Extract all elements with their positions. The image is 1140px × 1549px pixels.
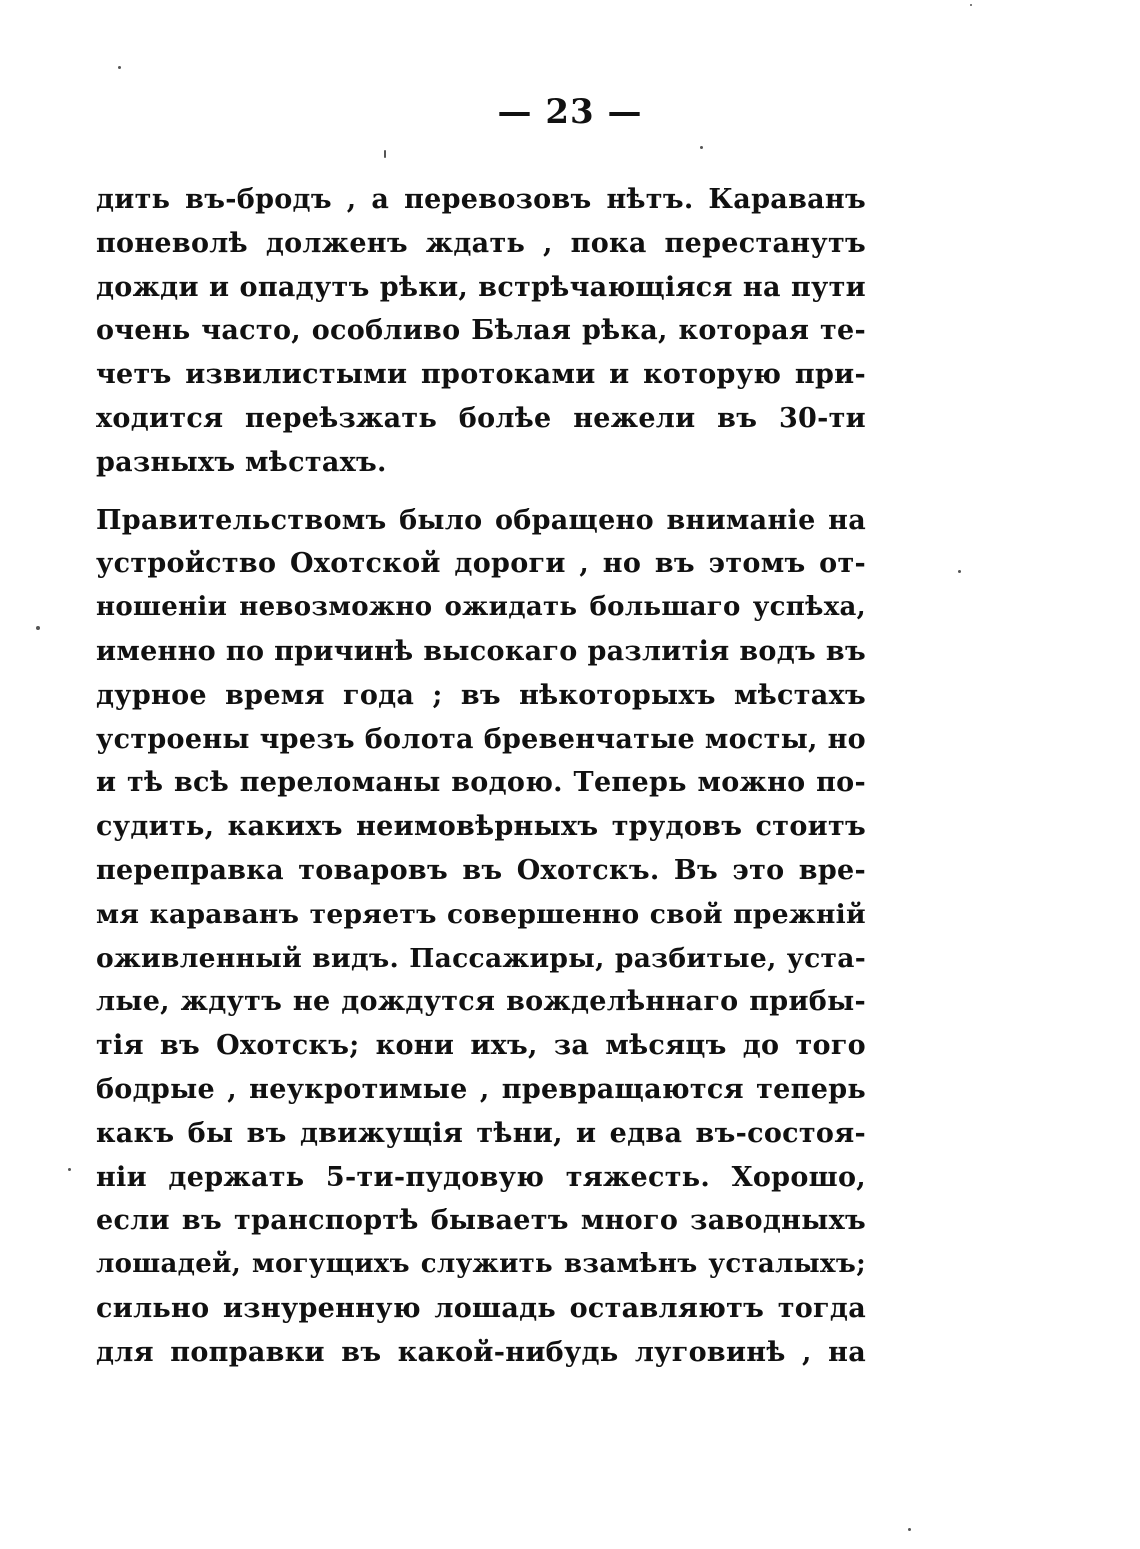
text-line: и тѣ всѣ переломаны водою. Теперь можно по- <box>96 767 866 799</box>
scan-speck <box>384 150 386 158</box>
text-line: устройство Охотской дороги , но въ этомъ от- <box>96 548 866 580</box>
scan-speck <box>970 4 972 6</box>
text-line: устроены чрезъ болота бревенчатые мосты, но <box>96 723 866 755</box>
text-line: четъ извилистыми протоками и которую при- <box>96 359 866 391</box>
text-line: судить, какихъ неимовѣрныхъ трудовъ стоитъ <box>96 811 866 843</box>
text-line: бодрые , неукротимые , превращаются теперь <box>96 1073 866 1105</box>
text-line: переправка товаровъ въ Охотскъ. Въ это вре- <box>96 854 866 886</box>
text-line: дить въ-бродъ , а перевозовъ нѣтъ. Караванъ <box>96 184 866 215</box>
text-line: разныхъ мѣстахъ. <box>96 446 387 478</box>
text-line: очень часто, особливо Бѣлая рѣка, которая те- <box>96 315 866 347</box>
text-line: поневолѣ долженъ ждать , пока перестанутъ <box>96 227 866 259</box>
text-line: оживленный видъ. Пассажиры, разбитые, уста- <box>96 942 866 974</box>
page-number: — 23 — <box>497 92 643 132</box>
text-line: дожди и опадутъ рѣки, встрѣчающіяся на пути <box>96 271 866 303</box>
text-line: именно по причинѣ высокаго разлитія водъ въ <box>96 635 866 667</box>
paragraph-1 <box>96 178 866 485</box>
scan-speck <box>700 146 703 149</box>
text-line: мя караванъ теряетъ совершенно свой прежній <box>96 898 866 930</box>
paragraph-gap <box>96 485 866 499</box>
text-line: какъ бы въ движущія тѣни, и едва въ-состоя- <box>96 1117 866 1149</box>
text-line: лошадей, могущихъ служить взамѣнъ усталыхъ; <box>96 1249 866 1280</box>
text-line: для поправки въ какой-нибудь луговинѣ , на <box>96 1336 866 1368</box>
scan-speck <box>958 570 961 573</box>
text-line: если въ транспортѣ бываетъ много заводныхъ <box>96 1205 866 1237</box>
scan-speck <box>68 1168 71 1171</box>
body-text <box>96 178 866 1375</box>
scan-speck <box>118 66 121 69</box>
text-line: тія въ Охотскъ; кони ихъ, за мѣсяцъ до того <box>96 1030 866 1062</box>
text-line: Правительствомъ было обращено вниманіе на <box>96 504 866 536</box>
text-line: ходится переѣзжать болѣе нежели въ 30-ти <box>96 402 866 434</box>
text-line: дурное время года ; въ нѣкоторыхъ мѣстахъ <box>96 679 866 711</box>
text-line: сильно изнуренную лошадь оставляютъ тогда <box>96 1292 866 1324</box>
text-line: ношеніи невозможно ожидать большаго успѣха, <box>96 592 866 623</box>
paragraph-2 <box>96 499 866 1375</box>
scan-speck <box>908 1528 911 1531</box>
text-line: лые, ждутъ не дождутся вожделѣннаго прибы- <box>96 986 866 1018</box>
text-line: ніи держать 5-ти-пудовую тяжесть. Хорошо, <box>96 1161 866 1193</box>
scan-speck <box>36 626 40 630</box>
